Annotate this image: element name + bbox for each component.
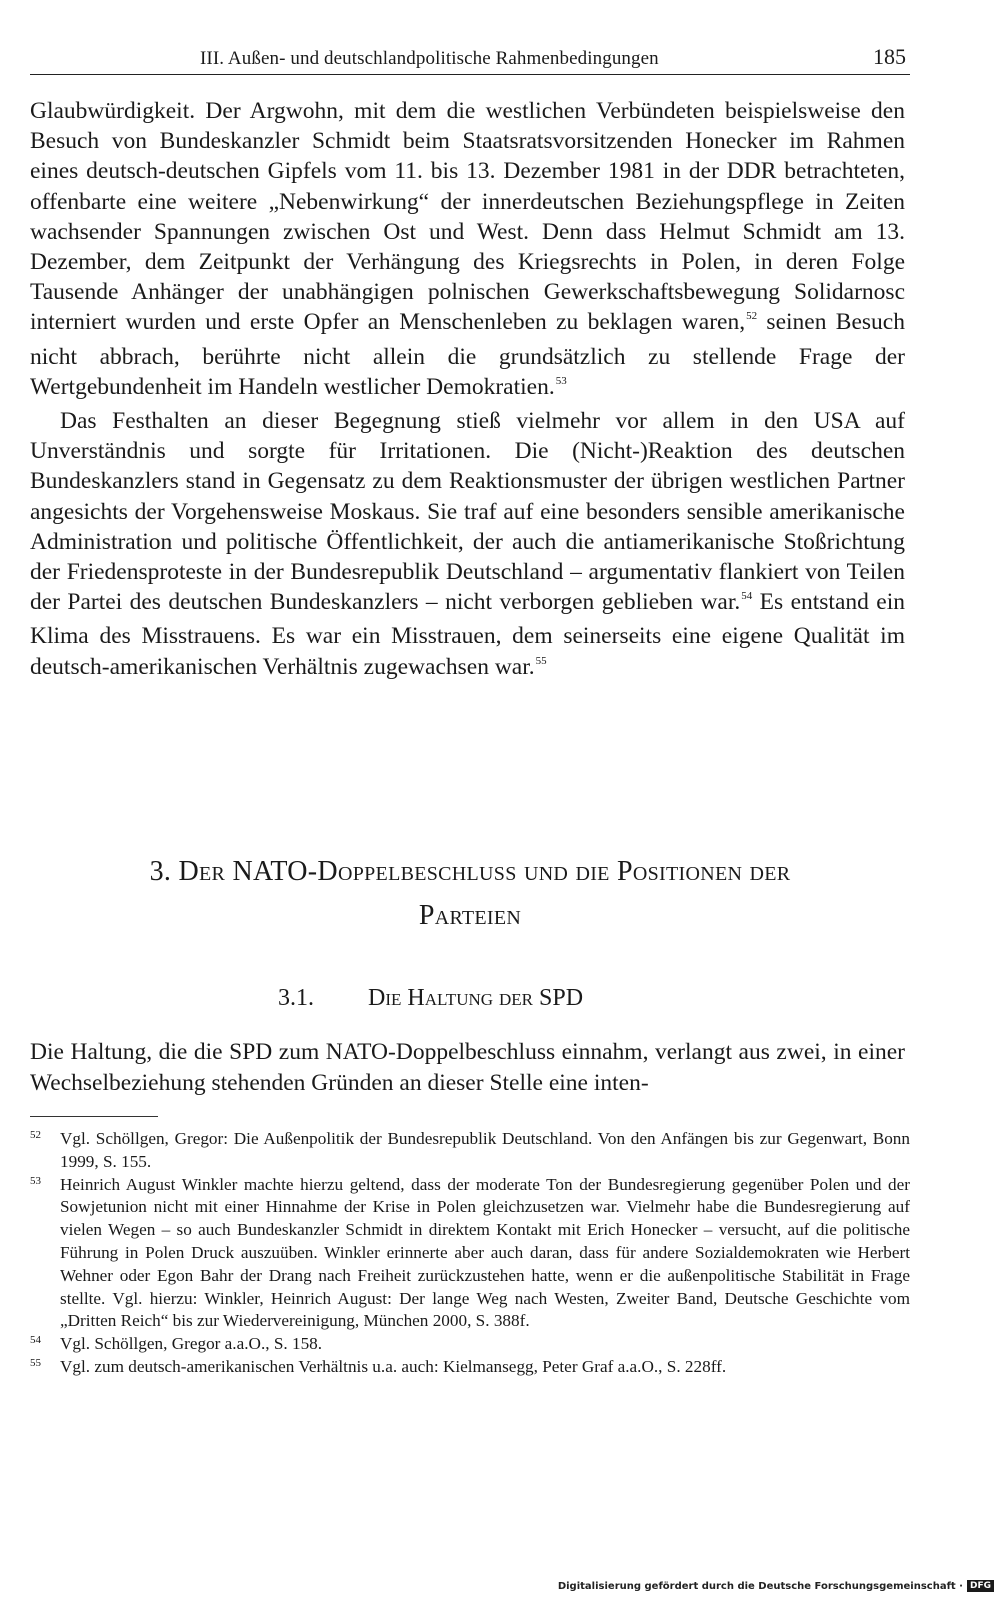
paragraph-1-text-cont: seinen Besuch nicht abbrach, berührte nicht allein die grundsätzlich zu stellende Frage der Wertgebundenheit im Handeln westlicher Demokratien. bbox=[30, 309, 905, 400]
chapter-heading bbox=[30, 850, 910, 938]
paragraph-2 bbox=[30, 406, 905, 686]
footnote-text: Vgl. zum deutsch-amerikanischen Verhältnis u.a. auch: Kielmansegg, Peter Graf a.a.O., S. 228ff. bbox=[60, 1356, 727, 1376]
footnote-text: Heinrich August Winkler machte hierzu geltend, dass der moderate Ton der Bundesregierung gegenüber Polen und der Sowjetunion nicht mit einer Hinnahme der Krise in Polen gleichzusetzen war. Vielmehr habe die Bundesregierung auf vielen Wegen – so auch Bundeskanzler Schmidt in direktem Kontakt mit Erich Honecker – versucht, auf die politische Führung in Polen Druck auszuüben. Winkler erinnerte aber auch daran, dass für andere Sozialdemokraten wie Herbert Wehner oder Egon Bahr der Drang nach Freiheit zurückzustehen hatte, wenn er die außenpolitische Stabilität in Frage stellte. Vgl. hierzu: Winkler, Heinrich August: Der lange Weg nach Westen, Zweiter Band, Deutsche Geschichte vom „Dritten Reich“ bis zur Wiedervereinigung, München 2000, S. 388f. bbox=[60, 1174, 910, 1331]
chapter-heading-line-2: Parteien bbox=[418, 900, 522, 931]
footnote-number: 55 bbox=[30, 1356, 41, 1369]
footnote-text: Vgl. Schöllgen, Gregor a.a.O., S. 158. bbox=[60, 1334, 323, 1354]
paragraph-1 bbox=[30, 96, 905, 406]
footnote bbox=[30, 1356, 910, 1379]
digitization-credit bbox=[558, 1580, 994, 1592]
footnote-number: 52 bbox=[30, 1129, 41, 1141]
footnote-ref-52[interactable]: 52 bbox=[746, 310, 758, 323]
footnote-ref-54[interactable]: 54 bbox=[741, 590, 753, 603]
running-header bbox=[30, 44, 910, 75]
footnote bbox=[30, 1128, 910, 1174]
chapter-heading-line-1: 3. Der NATO-Doppelbeschluss und die Positionen der bbox=[149, 856, 791, 887]
section-title: Die Haltung der SPD bbox=[368, 985, 584, 1011]
page-number: 185 bbox=[873, 44, 906, 69]
footnote-ref-55[interactable]: 55 bbox=[535, 654, 547, 667]
paragraph-2-text: Das Festhalten an dieser Begegnung stieß vielmehr vor allem in den USA auf Unverständnis und sorgte für Irritationen. Die (Nicht-)Reaktion des deutschen Bundeskanzlers stand in Gegensatz zu dem Reaktionsmuster der übrigen westlichen Partner angesichts der Vorgehensweise Moskaus. Sie traf auf eine besonders sensible amerikanische Administration und politische Öffentlichkeit, der auch die antiamerikanische Stoßrichtung der Friedensproteste in der Bundesrepublik Deutschland – argumentativ flankiert von Teilen der Partei des deutschen Bundeskanzlers – nicht verborgen geblieben war. bbox=[30, 408, 905, 616]
footnote bbox=[30, 1174, 910, 1334]
footnotes bbox=[30, 1128, 910, 1379]
footnote-number: 53 bbox=[30, 1174, 41, 1187]
paragraph-2-text-cont: Es entstand ein Klima des Misstrauens. Es war ein Misstrauen, dem seinerseits eine eigene Qualität im deutsch-amerikanischen Verhältnis zugewachsen war. bbox=[30, 589, 905, 680]
footnote-separator bbox=[30, 1116, 158, 1117]
footnote-number: 54 bbox=[30, 1334, 41, 1347]
credit-text: Digitalisierung gefördert durch die Deutsche Forschungsgemeinschaft · bbox=[557, 1580, 963, 1592]
dfg-logo-icon: DFG bbox=[967, 1580, 994, 1592]
footnote-ref-53[interactable]: 53 bbox=[555, 374, 567, 387]
paragraph-1-text: Glaubwürdigkeit. Der Argwohn, mit dem die westlichen Verbündeten beispielsweise den Besuch von Bundeskanzler Schmidt beim Staatsratsvorsitzenden Honecker im Rahmen eines deutsch-deutschen Gipfels vom 11. bis 13. Dezember 1981 in der DDR betrachteten, offenbarte eine weitere „Nebenwirkung“ der innerdeutschen Beziehungspflege in Zeiten wachsender Spannungen zwischen Ost und West. Denn dass Helmut Schmidt am 13. Dezember, dem Zeitpunkt der Verhängung des Kriegsrechts in Polen, in deren Folge Tausende Anhänger der unabhängigen polnischen Gewerkschaftsbewegung Solidarnosc interniert wurden und erste Opfer an Menschenleben zu beklagen waren, bbox=[30, 98, 905, 336]
section-number: 3.1. bbox=[278, 985, 314, 1011]
footnote bbox=[30, 1333, 910, 1356]
paragraph-3: Die Haltung, die die SPD zum NATO-Doppelbeschluss einnahm, verlangt aus zwei, in einer Wechselbeziehung stehenden Gründen an dieser Stelle eine inten- bbox=[30, 1039, 905, 1096]
footnote-text: Vgl. Schöllgen, Gregor: Die Außenpolitik der Bundesrepublik Deutschland. Von den Anfängen bis zur Gegenwart, Bonn 1999, S. 155. bbox=[60, 1129, 910, 1171]
running-header-title: III. Außen- und deutschlandpolitische Rahmenbedingungen bbox=[200, 48, 659, 69]
body-text bbox=[30, 96, 905, 686]
